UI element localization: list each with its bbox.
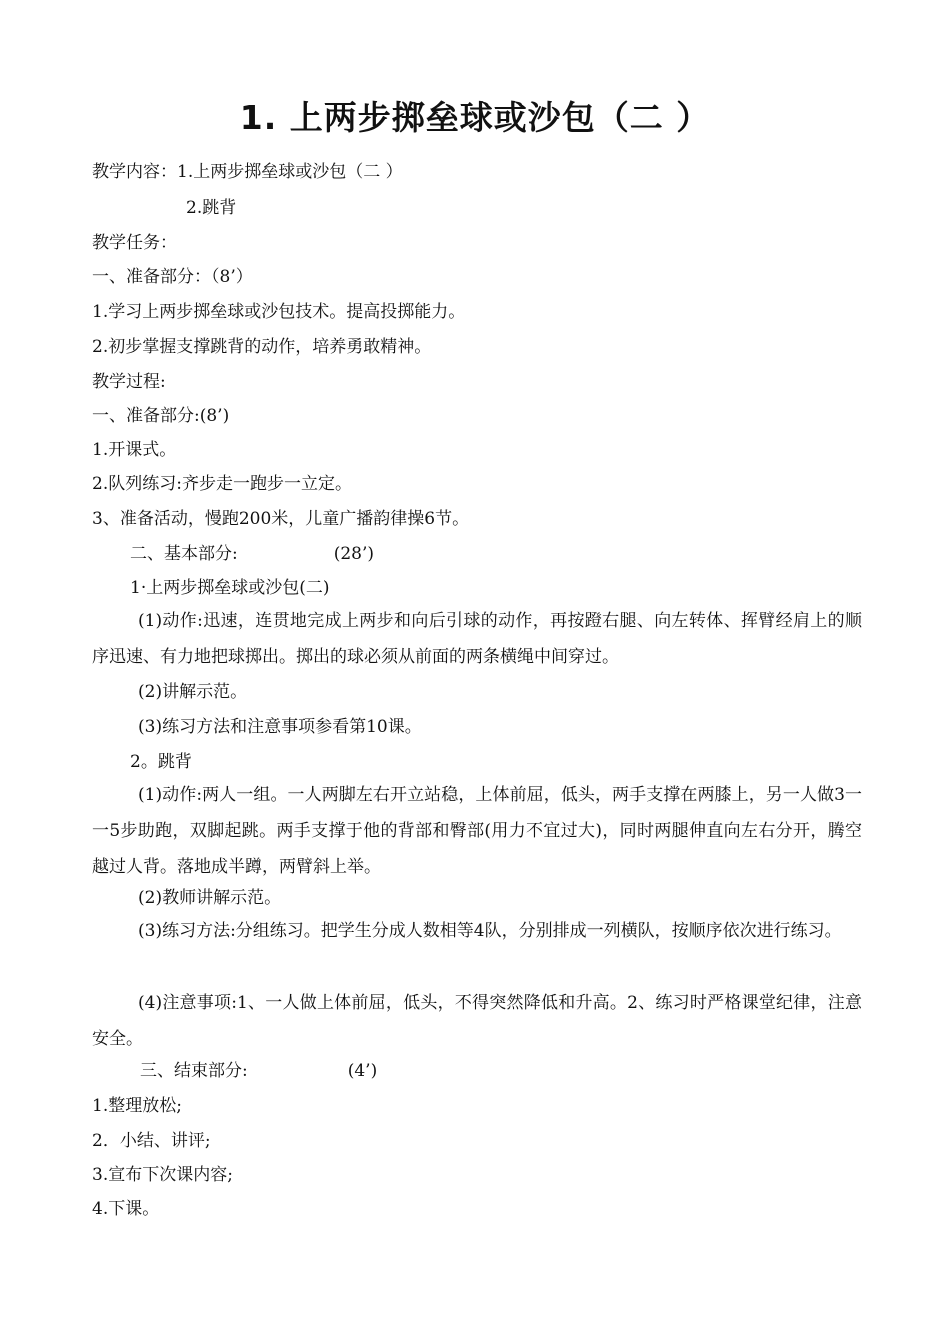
task-item-2: 2.初步掌握支撑跳背的动作，培养勇敢精神。: [92, 337, 432, 357]
teaching-process-label: 教学过程:: [92, 372, 166, 392]
end-section-time: (4’): [347, 1061, 378, 1081]
end-item-1: 1.整理放松;: [92, 1096, 182, 1116]
basic-sub2-action-paragraph: (1)动作:两人一组。一人两脚左右开立站稳，上体前屈，低头，两手支撑在两膝上，另一人做3一一5步助跑，双脚起跳。两手支撑于他的背部和臀部(用力不宜过大)，同时两腿伸直向左右分开，腾空越过人背。落地成半蹲，两臂斜上举。: [92, 785, 862, 877]
basic-sub1-practice: (3)练习方法和注意事项参看第10课。: [138, 717, 422, 737]
task-item-1: 1.学习上两步掷垒球或沙包技术。提高投掷能力。: [92, 302, 466, 322]
basic-section-time: (28’): [333, 544, 375, 564]
basic-sub1-title: 1·上两步掷垒球或沙包(二): [130, 578, 330, 598]
end-item-3: 3.宣布下次课内容;: [92, 1165, 233, 1185]
end-section-heading: [140, 1059, 910, 1083]
prep-item-2: 2.队列练习:齐步走一跑步一立定。: [92, 474, 352, 494]
end-section-title: 三、结束部分:: [140, 1061, 248, 1081]
basic-sub2-title: 2。跳背: [130, 752, 192, 772]
basic-section-heading: [130, 542, 900, 566]
basic-sub1-action-paragraph: (1)动作:迅速，连贯地完成上两步和向后引球的动作，再按蹬右腿、向左转体、挥臂经肩上的顺序迅速、有力地把球掷出。掷出的球必须从前面的两条横绳中间穿过。: [92, 611, 862, 667]
end-item-4: 4.下课。: [92, 1199, 160, 1219]
basic-sub2-practice-paragraph: (3)练习方法:分组练习。把学生分成人数相等4队，分别排成一列横队，按顺序依次进行练习。: [138, 921, 842, 941]
teaching-tasks-label: 教学任务：: [92, 233, 177, 253]
basic-sub2-demo: (2)教师讲解示范。: [138, 888, 282, 908]
tasks-section-heading: 一、准备部分：（8’）: [92, 267, 253, 287]
teaching-content-item-2: 2.跳背: [186, 198, 237, 218]
prep-section-heading: 一、准备部分:(8’): [92, 406, 230, 426]
page-title: 1. 上两步掷垒球或沙包（二 ）: [239, 98, 711, 137]
teaching-content-line: 教学内容：1.上两步掷垒球或沙包（二 ）: [92, 162, 403, 182]
prep-item-1: 1.开课式。: [92, 440, 177, 460]
basic-sub1-demo: (2)讲解示范。: [138, 682, 248, 702]
basic-sub2-notes-paragraph: (4)注意事项:1、一人做上体前屈，低头，不得突然降低和升高。2、练习时严格课堂纪律，注意安全。: [92, 993, 862, 1049]
prep-item-3: 3、准备活动，慢跑200米，儿童广播韵律操6节。: [92, 509, 470, 529]
basic-section-title: 二、基本部分:: [130, 544, 238, 564]
end-item-2: 2．小结、讲评;: [92, 1131, 211, 1151]
